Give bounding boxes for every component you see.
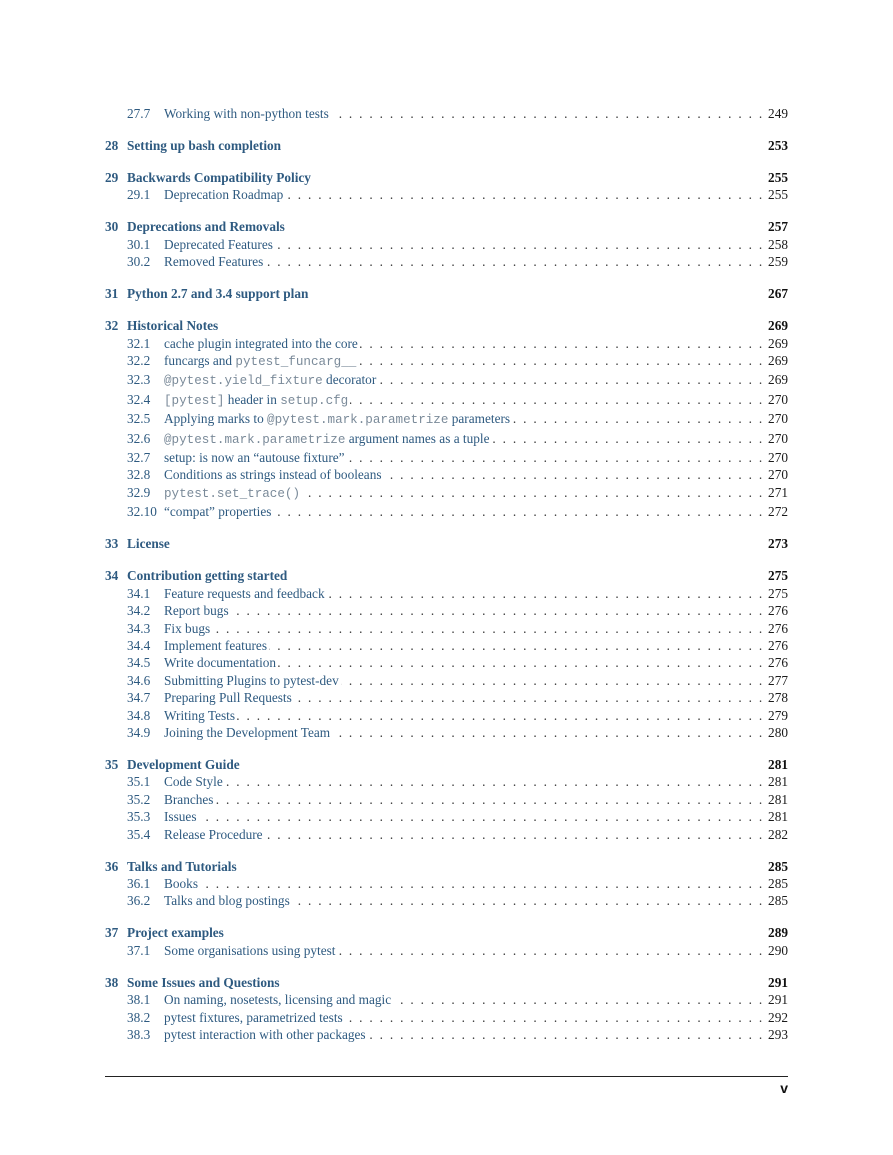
toc-entry-number: 30.1 <box>127 236 151 252</box>
toc-section-35-1[interactable] <box>105 773 788 790</box>
toc-entry-title: Some Issues and Questions <box>127 974 280 990</box>
toc-entry-number: 29.1 <box>127 187 151 203</box>
toc-page-number: 270 <box>768 430 788 446</box>
toc-page-number: 291 <box>768 992 788 1008</box>
dot-leader <box>347 449 764 466</box>
toc-section-32-1[interactable] <box>105 335 788 352</box>
dot-leader <box>327 585 764 602</box>
toc-entry-number: 38.2 <box>127 1009 151 1025</box>
toc-section-29-1[interactable] <box>105 186 788 203</box>
toc-page-number: 255 <box>768 187 788 203</box>
toc-chapter-30[interactable] <box>105 218 788 235</box>
toc-entry-title: Working with non-python tests <box>164 106 329 121</box>
toc-entry-title: Books <box>164 875 198 891</box>
toc-page-number: 277 <box>768 672 788 688</box>
toc-section-34-3[interactable] <box>105 620 788 637</box>
dot-leader <box>237 707 764 724</box>
toc-entry-number: 30.2 <box>127 254 151 270</box>
dot-leader <box>378 371 764 388</box>
toc-entry-number: 35.1 <box>127 774 151 790</box>
toc-entry-number: 32.1 <box>127 335 151 351</box>
toc-entry-number: 32.7 <box>127 450 151 466</box>
toc-entry-number: 36.1 <box>127 875 151 891</box>
toc-entry-number: 37 <box>105 925 119 941</box>
toc-entry-title: Submitting Plugins to pytest-dev <box>164 672 339 688</box>
toc-section-35-2[interactable] <box>105 791 788 808</box>
toc-entry-number: 38 <box>105 974 119 990</box>
toc-page-number: 276 <box>768 655 788 671</box>
toc-page-number: 270 <box>768 411 788 427</box>
toc-page-number: 273 <box>768 536 788 552</box>
dot-leader <box>345 1009 764 1026</box>
toc-entry-number: 38.1 <box>127 992 151 1008</box>
toc-entry-number: 35.2 <box>127 791 151 807</box>
toc-entry-title: Development Guide <box>127 756 240 772</box>
dot-leader <box>275 236 764 253</box>
toc-entry-title: Write documentation <box>164 655 277 671</box>
toc-entry-title: Applying marks to @pytest.mark.parametrize parameters <box>164 411 511 428</box>
toc-page-number: 291 <box>768 974 788 990</box>
toc-entry-title: Feature requests and feedback <box>164 585 325 601</box>
dot-leader <box>212 620 764 637</box>
toc-section-30-1[interactable] <box>105 236 788 253</box>
toc-page-number: 290 <box>768 942 788 958</box>
toc-section-35-3[interactable] <box>105 808 788 825</box>
toc-entry-title: Fix bugs <box>164 620 211 636</box>
dot-leader <box>332 724 764 741</box>
dot-leader <box>302 484 764 501</box>
toc-entry-number: 36 <box>105 858 119 874</box>
dot-leader <box>384 466 764 483</box>
dot-leader <box>512 410 764 427</box>
toc-chapter-32[interactable] <box>105 317 788 334</box>
toc-section-32-7[interactable] <box>105 449 788 466</box>
dot-leader <box>269 637 764 654</box>
toc-chapter-34[interactable] <box>105 567 788 584</box>
toc-entry-title: pytest.set_trace() <box>164 486 301 501</box>
dot-leader <box>278 654 764 671</box>
toc-entry-title: Backwards Compatibility Policy <box>127 170 311 185</box>
dot-leader <box>341 672 764 689</box>
toc-entry-number: 32 <box>105 318 119 334</box>
toc-chapter-33[interactable] <box>105 535 788 552</box>
toc-section-38-1[interactable] <box>105 991 788 1008</box>
toc-chapter-36[interactable] <box>105 858 788 875</box>
toc-page-number: 259 <box>768 254 788 270</box>
toc-entry-title: @pytest.mark.parametrize argument names as a tuple <box>164 430 490 447</box>
toc-page-number: 279 <box>768 707 788 723</box>
toc-page-number: 269 <box>768 353 788 369</box>
dot-leader <box>492 430 764 447</box>
toc-entry-title: funcargs and pytest_funcarg__ <box>164 353 357 370</box>
toc-page-number: 267 <box>768 286 788 302</box>
toc-entry-number: 34.5 <box>127 655 151 671</box>
toc-page-number: 275 <box>768 585 788 601</box>
dot-leader <box>265 253 764 270</box>
dot-leader <box>265 826 764 843</box>
dot-leader <box>231 602 764 619</box>
toc-entry-title: License <box>127 536 170 552</box>
toc-page-number: 278 <box>768 690 788 706</box>
toc-page-number: 281 <box>768 809 788 825</box>
toc-entry-number: 34.9 <box>127 724 151 740</box>
dot-leader <box>200 875 764 892</box>
dot-leader <box>215 791 764 808</box>
toc-page-number: 269 <box>768 372 788 388</box>
toc-entry-title: pytest fixtures, parametrized tests <box>164 1009 343 1025</box>
toc-chapter-28[interactable] <box>105 137 788 154</box>
toc-section-34-7[interactable] <box>105 689 788 706</box>
toc-entry-title: Writing Tests <box>164 707 236 723</box>
toc-entry-number: 34.2 <box>127 603 151 619</box>
dot-leader <box>273 503 764 520</box>
toc-entry-number: 38.3 <box>127 1027 151 1042</box>
toc-chapter-29[interactable] <box>105 169 788 186</box>
toc-page-number: 258 <box>768 236 788 252</box>
toc-entry-title: Project examples <box>127 925 224 941</box>
toc-chapter-31[interactable] <box>105 285 788 302</box>
toc-entry-title: pytest interaction with other packages <box>164 1027 366 1042</box>
toc-entry-title: Preparing Pull Requests <box>164 690 292 706</box>
toc-entry-title: Deprecation Roadmap <box>164 187 284 203</box>
toc-section-36-2[interactable] <box>105 892 788 909</box>
toc-page-number: 285 <box>768 893 788 909</box>
toc-section-38-2[interactable] <box>105 1009 788 1026</box>
toc-chapter-37[interactable] <box>105 924 788 941</box>
toc-entry-number: 32.10 <box>127 504 157 520</box>
dot-leader <box>225 773 764 790</box>
toc-page-number: 275 <box>768 568 788 584</box>
toc-page-number: 255 <box>768 170 788 185</box>
toc-entry-title: Issues <box>164 809 197 825</box>
dot-leader <box>294 689 764 706</box>
dot-leader <box>285 186 764 203</box>
toc-page-number: 282 <box>768 826 788 842</box>
dot-leader <box>358 352 764 369</box>
toc-section-30-2[interactable] <box>105 253 788 270</box>
toc-entry-number: 29 <box>105 170 119 185</box>
toc-section-34-1[interactable] <box>105 585 788 602</box>
toc-section-37-1[interactable] <box>105 942 788 959</box>
toc-entry-title: @pytest.yield_fixture decorator <box>164 372 377 389</box>
toc-entry-number: 34.6 <box>127 672 151 688</box>
toc-entry-title: cache plugin integrated into the core <box>164 335 358 351</box>
toc-entry-title: “compat” properties <box>164 504 272 520</box>
toc-section-32-5[interactable] <box>105 410 788 429</box>
toc-section-32-9[interactable] <box>105 484 788 503</box>
toc-page-number: 292 <box>768 1009 788 1025</box>
toc-entry-number: 34.1 <box>127 585 151 601</box>
toc-entry-number: 28 <box>105 138 119 153</box>
toc-entry-title: Code Style <box>164 774 223 790</box>
toc-section-32-10[interactable] <box>105 503 788 520</box>
dot-leader <box>338 942 764 959</box>
toc-entry-number: 34.3 <box>127 620 151 636</box>
toc-section-34-4[interactable] <box>105 637 788 654</box>
toc-page-number: 269 <box>768 318 788 334</box>
toc-section-34-9[interactable] <box>105 724 788 741</box>
toc-page-number: 257 <box>768 219 788 235</box>
toc-page-number: 276 <box>768 603 788 619</box>
toc-entry-title: Removed Features <box>164 254 264 270</box>
toc-entry-number: 34 <box>105 568 119 584</box>
dot-leader <box>331 105 764 122</box>
toc-entry-title: Conditions as strings instead of booleans <box>164 467 382 483</box>
toc-page-number: 293 <box>768 1027 788 1042</box>
toc-entry-number: 32.4 <box>127 391 151 407</box>
toc-page-number: 281 <box>768 791 788 807</box>
toc-section-32-4[interactable] <box>105 391 788 410</box>
toc-entry-number: 31 <box>105 286 119 302</box>
toc-section-32-6[interactable] <box>105 430 788 449</box>
toc-entry-number: 35 <box>105 756 119 772</box>
toc-section-34-6[interactable] <box>105 672 788 689</box>
toc-page-number: 276 <box>768 637 788 653</box>
toc-entry-number: 32.3 <box>127 372 151 388</box>
toc-entry-number: 34.8 <box>127 707 151 723</box>
toc-section-36-1[interactable] <box>105 875 788 892</box>
toc-section-27-7[interactable] <box>105 105 788 122</box>
toc-page-number: 269 <box>768 335 788 351</box>
toc-section-34-2[interactable] <box>105 602 788 619</box>
page-number: v <box>780 1080 788 1096</box>
toc-entry-title: Report bugs <box>164 603 229 619</box>
toc-entry-title: Deprecations and Removals <box>127 219 285 235</box>
toc-entry-title: Release Procedure <box>164 826 263 842</box>
toc-entry-title: Python 2.7 and 3.4 support plan <box>127 286 309 302</box>
toc-entry-number: 34.7 <box>127 690 151 706</box>
toc-section-32-3[interactable] <box>105 371 788 390</box>
toc-page-number: 272 <box>768 504 788 520</box>
toc-entry-number: 32.9 <box>127 484 151 500</box>
dot-leader <box>350 391 764 408</box>
toc-entry-title: Branches <box>164 791 214 807</box>
toc-entry-number: 34.4 <box>127 637 151 653</box>
dot-leader <box>292 892 764 909</box>
toc-entry-title: Talks and blog postings <box>164 893 290 909</box>
table-of-contents <box>105 105 788 1043</box>
dot-leader <box>368 1026 764 1043</box>
toc-entry-number: 35.4 <box>127 826 151 842</box>
toc-entry-title: Setting up bash completion <box>127 138 282 153</box>
toc-entry-title: Contribution getting started <box>127 568 288 584</box>
toc-page-number: 270 <box>768 450 788 466</box>
toc-page-number: 276 <box>768 620 788 636</box>
toc-chapter-38[interactable] <box>105 974 788 991</box>
toc-entry-number: 30 <box>105 219 119 235</box>
toc-section-35-4[interactable] <box>105 826 788 843</box>
toc-page-number: 281 <box>768 774 788 790</box>
toc-entry-title: [pytest] header in setup.cfg <box>164 391 349 408</box>
footer-divider <box>105 1076 788 1077</box>
toc-entry-number: 32.8 <box>127 467 151 483</box>
toc-entry-number: 32.5 <box>127 411 151 427</box>
toc-section-38-3[interactable] <box>105 1026 788 1043</box>
toc-page-number: 285 <box>768 875 788 891</box>
toc-section-32-8[interactable] <box>105 466 788 483</box>
toc-entry-number: 32.2 <box>127 353 151 369</box>
toc-entry-number: 32.6 <box>127 430 151 446</box>
toc-section-34-5[interactable] <box>105 654 788 671</box>
dot-leader <box>393 991 764 1008</box>
toc-entry-title: On naming, nosetests, licensing and magic <box>164 992 392 1008</box>
toc-page-number: 270 <box>768 391 788 407</box>
toc-page-number: 249 <box>768 106 788 121</box>
toc-entry-number: 33 <box>105 536 119 552</box>
toc-page-number: 270 <box>768 467 788 483</box>
toc-entry-title: setup: is now an “autouse fixture” <box>164 450 345 466</box>
toc-entry-title: Joining the Development Team <box>164 724 331 740</box>
toc-entry-title: Deprecated Features <box>164 236 273 252</box>
toc-entry-number: 35.3 <box>127 809 151 825</box>
toc-page-number: 253 <box>768 138 788 153</box>
toc-entry-title: Some organisations using pytest <box>164 942 336 958</box>
toc-entry-number: 36.2 <box>127 893 151 909</box>
toc-page-number: 285 <box>768 858 788 874</box>
dot-leader <box>360 335 764 352</box>
toc-page-number: 271 <box>768 484 788 500</box>
toc-entry-title: Talks and Tutorials <box>127 858 237 874</box>
toc-chapter-35[interactable] <box>105 756 788 773</box>
toc-page-number: 289 <box>768 925 788 941</box>
toc-entry-number: 27.7 <box>127 106 151 121</box>
toc-page-number: 280 <box>768 724 788 740</box>
dot-leader <box>199 808 764 825</box>
toc-section-32-2[interactable] <box>105 352 788 371</box>
toc-entry-title: Historical Notes <box>127 318 219 334</box>
toc-section-34-8[interactable] <box>105 707 788 724</box>
toc-entry-title: Implement features <box>164 637 268 653</box>
toc-entry-number: 37.1 <box>127 942 151 958</box>
toc-page-number: 281 <box>768 756 788 772</box>
